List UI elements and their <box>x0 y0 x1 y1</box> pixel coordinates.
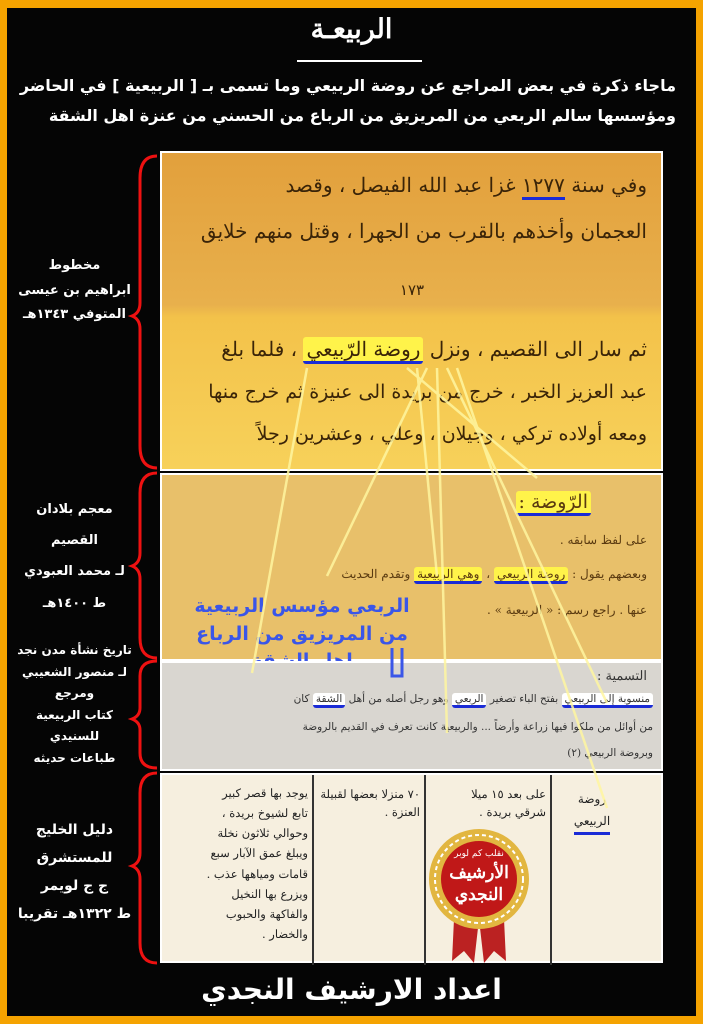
cell-line: والخضار . <box>261 926 308 941</box>
cell-line: تابع لشيوخ بريدة ، <box>221 806 308 821</box>
caption-line: ط ١٣٢٢هـ تقريبا <box>17 906 132 922</box>
seal-top-text: نقلب كم لوبر <box>454 849 504 859</box>
dictionary-line-3: عنها . راجع رسم : « الربيعية » . <box>486 603 647 617</box>
caption-dictionary <box>12 494 137 619</box>
text-run: وفي سنة <box>564 173 647 197</box>
manuscript-line-1 <box>285 173 647 197</box>
history-line-2: من أوائل من ملكوا فيها زراعة وأرضاً ... والربيعية كانت تعرف في القديم بالروضة <box>302 721 653 733</box>
manuscript-panel <box>160 151 663 471</box>
caption-line: لـ منصور الشعيبي <box>21 664 128 679</box>
page-title: الربيعـة <box>310 14 393 45</box>
caption-line: المتوفي ١٣٤٣هـ <box>23 307 126 323</box>
manuscript-line-5: ومعه أولاده تركي ، وجيلان ، وعلي ، وعشرين رجلاً <box>256 423 647 445</box>
text-run: وبعضهم يقول : <box>568 567 647 581</box>
text-run: ، <box>482 567 494 581</box>
dictionary-line-1: على لفظ سابقه . <box>559 533 647 547</box>
cell-line: يوجد بها قصر كبير <box>222 786 308 800</box>
caption-line: لـ محمد العبودي <box>24 564 125 580</box>
cell-line: على بعد ١٥ ميلا <box>471 787 546 801</box>
text-run: ثم سار الى القصيم ، ونزل <box>423 337 647 361</box>
text-run: بفتح الباء تصغير <box>486 693 562 705</box>
cell-place <box>552 789 632 835</box>
note-line: من المريزيق من الرباع <box>196 622 408 645</box>
footer-credit: اعداد الارشيف النجدي <box>201 973 502 1006</box>
caption-line: معجم بلادان <box>36 502 113 517</box>
cell-line: ويبلغ عمق الآبار سبع <box>210 846 308 861</box>
caption-line: تاريخ نشأة مدن نجد <box>17 643 132 657</box>
text-run: وتقدم الحديث <box>341 567 415 581</box>
highlight-rawdat-alrubaiei: روضة الرّبيعي <box>303 337 423 364</box>
text-run: ، فلما بلغ <box>221 337 304 361</box>
manuscript-line-3 <box>221 337 647 361</box>
cell-line: والفاكهة والحبوب <box>225 906 308 921</box>
caption-line: دليل الخليج <box>35 822 114 838</box>
manuscript-line-4: عبد العزيز الخبر ، خرج من بريدة الى عنيزة ثم خرج منها <box>208 381 647 403</box>
caption-line: للسنيدي <box>49 729 100 744</box>
caption-line: للمستشرق <box>36 850 113 866</box>
seal-line-2: النجدي <box>454 885 504 905</box>
caption-line: ابراهيم بن عيسى <box>18 282 131 298</box>
cell-distance <box>426 785 546 822</box>
seal-line-1: الأرشيف <box>449 863 509 883</box>
cell-line: ويزرع بها النخيل <box>231 886 308 901</box>
cell-line: قامات ومياهها عذب . <box>206 866 308 881</box>
caption-history <box>12 640 137 770</box>
caption-line: ط ١٤٠٠هـ <box>42 595 107 611</box>
cell-line: روضة <box>577 792 607 806</box>
cell-line: شرقي بريدة . <box>479 805 546 820</box>
cell-line-underlined: الربيعي <box>574 811 610 836</box>
cell-line: العنزة . <box>384 805 420 820</box>
caption-gazetteer <box>12 816 137 928</box>
cell-line: ٧٠ منزلا بعضها لقبيلة <box>320 787 420 801</box>
highlight-mansuba: منسوبة إلى الربيعي <box>562 693 654 708</box>
caption-manuscript <box>12 254 137 328</box>
intro-line-1: ماجاء ذكرة في بعض المراجع عن روضة الربيعي وما تسمى بـ [ الربيعية ] في الحاضر <box>19 76 676 95</box>
history-line-1 <box>294 693 653 705</box>
gazetteer-panel <box>160 773 663 963</box>
dictionary-line-2 <box>341 567 647 581</box>
dictionary-panel <box>160 473 663 661</box>
history-line-3: وبروضة الربيعي (٢) <box>567 747 653 759</box>
highlight-alshaqqa: الشقة <box>313 693 345 708</box>
manuscript-line-2: العجمان وأخذهم بالقرب من الجهرا ، وقتل منهم خلايق <box>200 219 647 243</box>
highlight-wahi-alrubaiea: وهي الربيعية <box>414 567 482 584</box>
text-run: غزا عبد الله الفيصل ، وقصد <box>285 173 522 197</box>
note-line: الربعي مؤسس الربيعية <box>194 595 410 617</box>
year-underlined: ١٢٧٧ <box>522 173 565 200</box>
caption-line: طباعات حديثه <box>33 750 116 765</box>
caption-line: القصيم <box>50 533 98 549</box>
page-number: ١٧٣ <box>399 281 425 299</box>
cell-line: وحوالي ثلاثون نخلة <box>217 826 308 841</box>
poster-frame <box>7 8 696 1016</box>
caption-line: مخطوط <box>48 258 101 273</box>
cell-population <box>314 785 420 822</box>
history-panel <box>160 661 663 771</box>
history-heading: التسمية : <box>596 669 647 684</box>
text-run: وهو رجل أصله من أهل <box>345 693 452 705</box>
cell-description <box>166 783 308 944</box>
dictionary-heading <box>516 491 592 513</box>
caption-line: كتاب الربيعية <box>35 707 114 722</box>
text-run: كان <box>293 693 313 705</box>
highlight-rawdat-alrubaiei: روضة الربيعي <box>494 567 568 584</box>
caption-line: ومرجع <box>54 686 95 701</box>
intro-line-2: ومؤسسها سالم الربعي من المريزيق من الرباع من الحسني من عنزة اهل الشقة <box>48 106 676 125</box>
highlight-alrubai: الربعي <box>452 693 487 708</box>
caption-line: ج ج لويمر <box>40 878 109 894</box>
highlight-rawda: الرّوضة : <box>516 491 592 516</box>
